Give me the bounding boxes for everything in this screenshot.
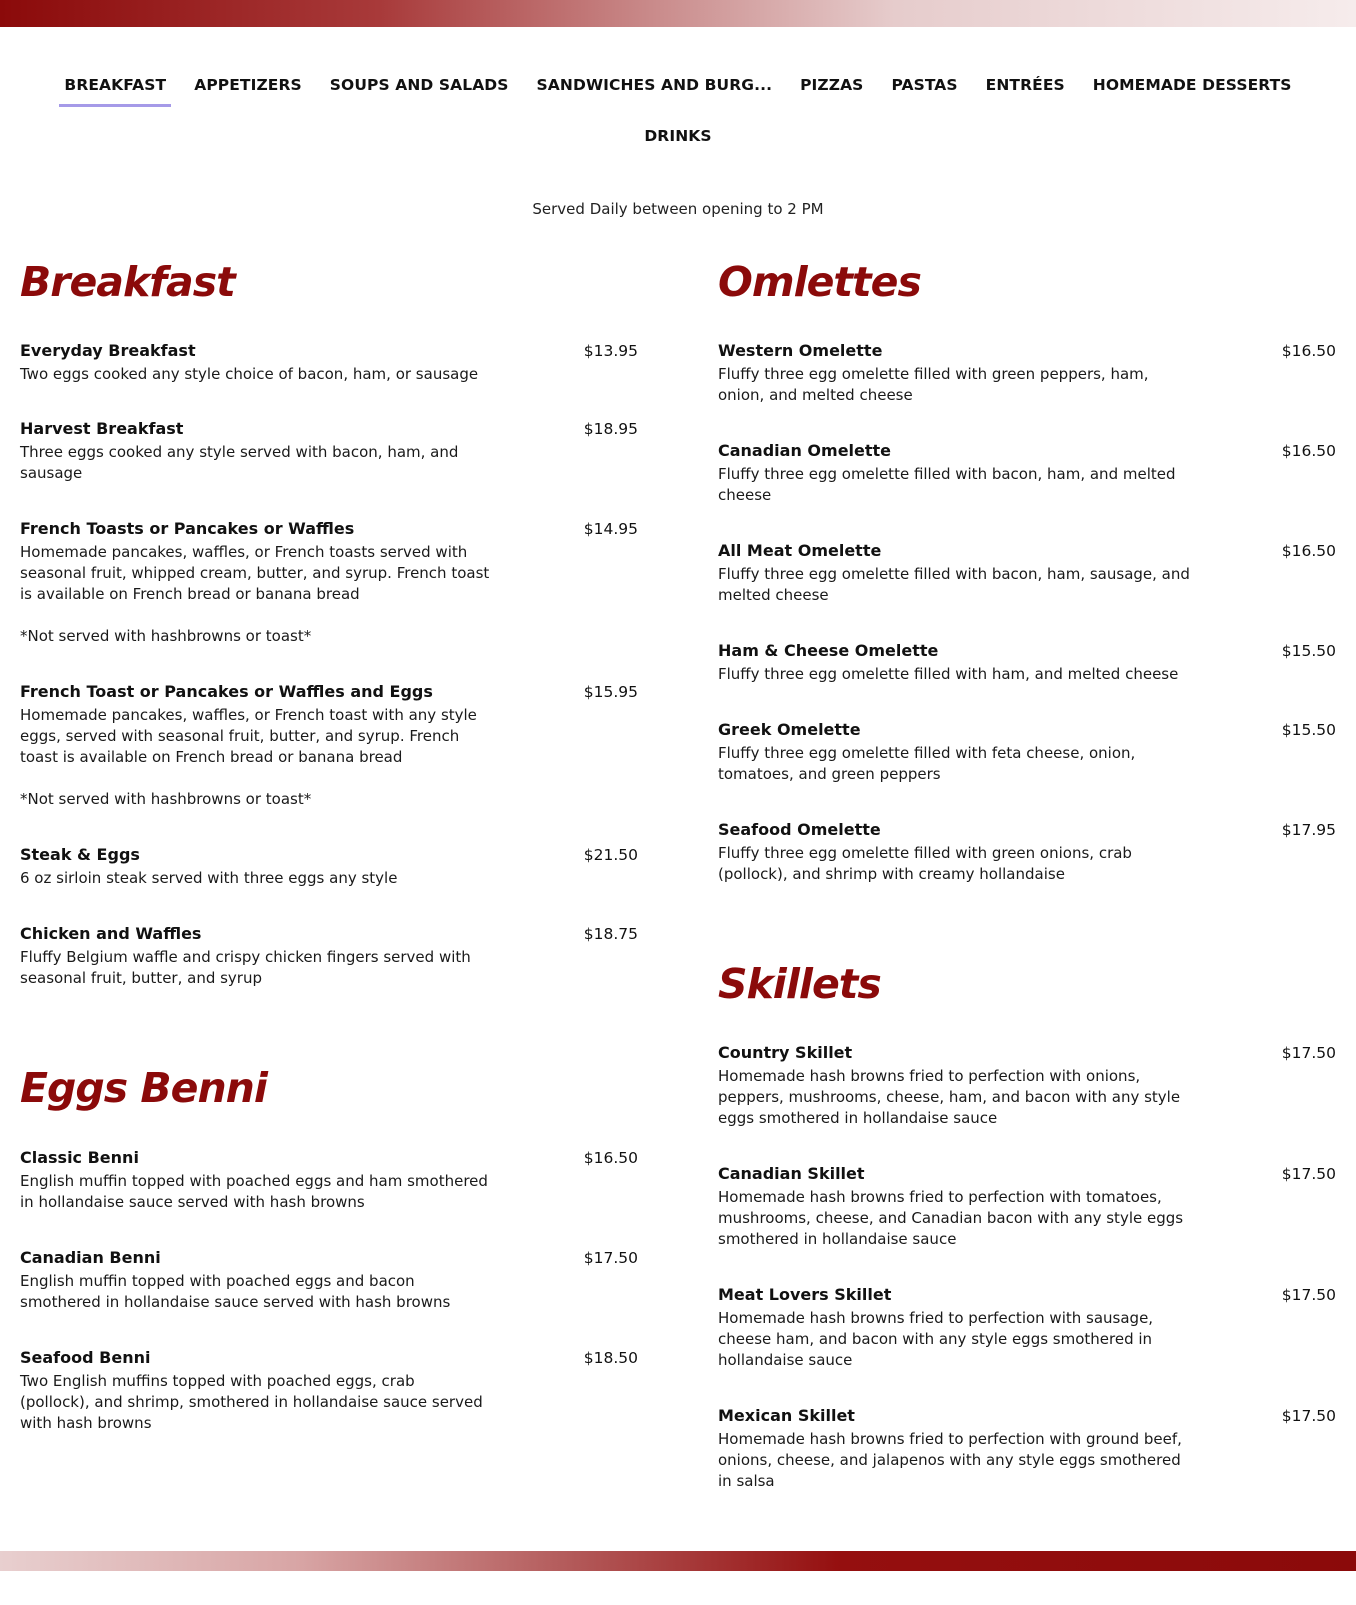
menu-item <box>20 842 638 889</box>
item-price: $17.50 <box>1281 1044 1336 1062</box>
item-description: Fluffy three egg omelette filled with feta cheese, onion, tomatoes, and green peppers <box>718 744 1136 783</box>
item-name: Country Skillet <box>718 1043 853 1062</box>
menu-item <box>718 638 1336 685</box>
menu-item <box>718 1403 1336 1492</box>
top-gradient-bar <box>0 0 1356 27</box>
item-name: French Toast or Pancakes or Waffles and Eggs <box>20 682 433 701</box>
item-price: $15.50 <box>1281 721 1336 739</box>
section-title-eggs-benni: Eggs Benni <box>20 1064 267 1112</box>
item-price: $16.50 <box>1281 442 1336 460</box>
item-description: Fluffy Belgium waffle and crispy chicken fingers served with seasonal fruit, butter, and syrup <box>20 948 471 987</box>
menu-item <box>718 1040 1336 1129</box>
section-title-omelettes: Omlettes <box>718 258 921 306</box>
menu-item <box>20 921 638 989</box>
menu-item <box>20 416 638 484</box>
tab-soups-and-salads[interactable]: SOUPS AND SALADS <box>329 76 509 94</box>
item-name: All Meat Omelette <box>718 541 882 560</box>
tab-pastas[interactable]: PASTAS <box>891 76 958 94</box>
bottom-gradient-bar <box>0 1551 1356 1571</box>
tab-appetizers[interactable]: APPETIZERS <box>194 76 302 94</box>
item-description: Fluffy three egg omelette filled with green peppers, ham, onion, and melted cheese <box>718 365 1149 404</box>
item-price: $17.50 <box>1281 1165 1336 1183</box>
menu-item <box>718 538 1336 606</box>
serving-hours-note: Served Daily between opening to 2 PM <box>532 200 824 218</box>
tab-breakfast[interactable]: BREAKFAST <box>59 70 171 107</box>
item-note: *Not served with hashbrowns or toast* <box>20 627 312 645</box>
item-name: Canadian Skillet <box>718 1164 865 1183</box>
item-price: $18.50 <box>583 1349 638 1367</box>
menu-category-tabs <box>0 70 1356 158</box>
item-name: French Toasts or Pancakes or Waffles <box>20 519 355 538</box>
item-description: Homemade hash browns fried to perfection with onions, peppers, mushrooms, cheese, ham, and bacon with any style eggs smothered in hollandaise sauce <box>718 1067 1181 1127</box>
tab-homemade-desserts[interactable]: HOMEMADE DESSERTS <box>1092 76 1292 94</box>
item-description: Homemade pancakes, waffles, or French toasts served with seasonal fruit, whipped cream, butter, and syrup. French toast is available on French bread or banana bread <box>20 543 490 603</box>
item-description: Fluffy three egg omelette filled with bacon, ham, and melted cheese <box>718 465 1176 504</box>
item-name: Everyday Breakfast <box>20 341 196 360</box>
item-price: $18.75 <box>583 925 638 943</box>
item-name: Seafood Benni <box>20 1348 151 1367</box>
tab-entrees[interactable]: ENTRÉES <box>985 76 1065 94</box>
item-price: $15.50 <box>1281 642 1336 660</box>
item-description: Fluffy three egg omelette filled with ham, and melted cheese <box>718 665 1179 683</box>
item-description: Fluffy three egg omelette filled with green onions, crab (pollock), and shrimp with creamy hollandaise <box>718 844 1132 883</box>
item-description: Two English muffins topped with poached eggs, crab (pollock), and shrimp, smothered in hollandaise sauce served with hash browns <box>20 1372 483 1432</box>
tab-sandwiches-and-burgers[interactable]: SANDWICHES AND BURG... <box>536 76 773 94</box>
item-price: $17.50 <box>583 1249 638 1267</box>
menu-item <box>20 338 638 385</box>
menu-item <box>718 438 1336 506</box>
item-description: Fluffy three egg omelette filled with bacon, ham, sausage, and melted cheese <box>718 565 1190 604</box>
item-name: Western Omelette <box>718 341 883 360</box>
item-description: Homemade hash browns fried to perfection with sausage, cheese ham, and bacon with any style eggs smothered in hollandaise sauce <box>718 1309 1154 1369</box>
menu-item <box>20 1345 638 1434</box>
menu-item <box>20 1145 638 1213</box>
item-description: Two eggs cooked any style choice of bacon, ham, or sausage <box>20 365 479 383</box>
item-name: Canadian Benni <box>20 1248 161 1267</box>
item-name: Canadian Omelette <box>718 441 892 460</box>
item-description: English muffin topped with poached eggs and ham smothered in hollandaise sauce served with hash browns <box>20 1172 488 1211</box>
menu-item <box>718 338 1336 406</box>
item-name: Harvest Breakfast <box>20 419 184 438</box>
tab-pizzas[interactable]: PIZZAS <box>800 76 864 94</box>
item-name: Ham & Cheese Omelette <box>718 641 939 660</box>
item-price: $13.95 <box>583 342 638 360</box>
menu-item <box>718 1282 1336 1371</box>
item-price: $21.50 <box>583 846 638 864</box>
item-price: $18.95 <box>583 420 638 438</box>
item-description: Homemade pancakes, waffles, or French toast with any style eggs, served with seasonal fruit, butter, and syrup. French toast is available on French bread or banana bread <box>20 706 477 766</box>
item-name: Chicken and Waffles <box>20 924 202 943</box>
item-price: $15.95 <box>583 683 638 701</box>
item-price: $17.50 <box>1281 1407 1336 1425</box>
item-name: Meat Lovers Skillet <box>718 1285 892 1304</box>
item-name: Steak & Eggs <box>20 845 140 864</box>
menu-item <box>718 1161 1336 1250</box>
menu-item <box>718 717 1336 785</box>
item-description: 6 oz sirloin steak served with three eggs any style <box>20 869 398 887</box>
item-price: $17.50 <box>1281 1286 1336 1304</box>
menu-item <box>20 516 638 647</box>
item-name: Classic Benni <box>20 1148 139 1167</box>
item-name: Mexican Skillet <box>718 1406 855 1425</box>
item-name: Greek Omelette <box>718 720 861 739</box>
item-name: Seafood Omelette <box>718 820 881 839</box>
item-price: $16.50 <box>1281 542 1336 560</box>
item-price: $16.50 <box>583 1149 638 1167</box>
item-price: $16.50 <box>1281 342 1336 360</box>
item-description: Three eggs cooked any style served with bacon, ham, and sausage <box>20 443 459 482</box>
menu-item <box>20 1245 638 1313</box>
section-title-skillets: Skillets <box>718 960 881 1008</box>
item-price: $14.95 <box>583 520 638 538</box>
section-title-breakfast: Breakfast <box>20 258 235 306</box>
menu-item <box>20 679 638 810</box>
item-description: Homemade hash browns fried to perfection with ground beef, onions, cheese, and jalapenos with any style eggs smothered in salsa <box>718 1430 1182 1490</box>
tab-drinks[interactable]: DRINKS <box>644 127 712 145</box>
item-description: Homemade hash browns fried to perfection with tomatoes, mushrooms, cheese, and Canadian bacon with any style eggs smothered in hollandaise sauce <box>718 1188 1184 1248</box>
item-description: English muffin topped with poached eggs and bacon smothered in hollandaise sauce served with hash browns <box>20 1272 451 1311</box>
item-note: *Not served with hashbrowns or toast* <box>20 790 312 808</box>
item-price: $17.95 <box>1281 821 1336 839</box>
menu-item <box>718 817 1336 885</box>
